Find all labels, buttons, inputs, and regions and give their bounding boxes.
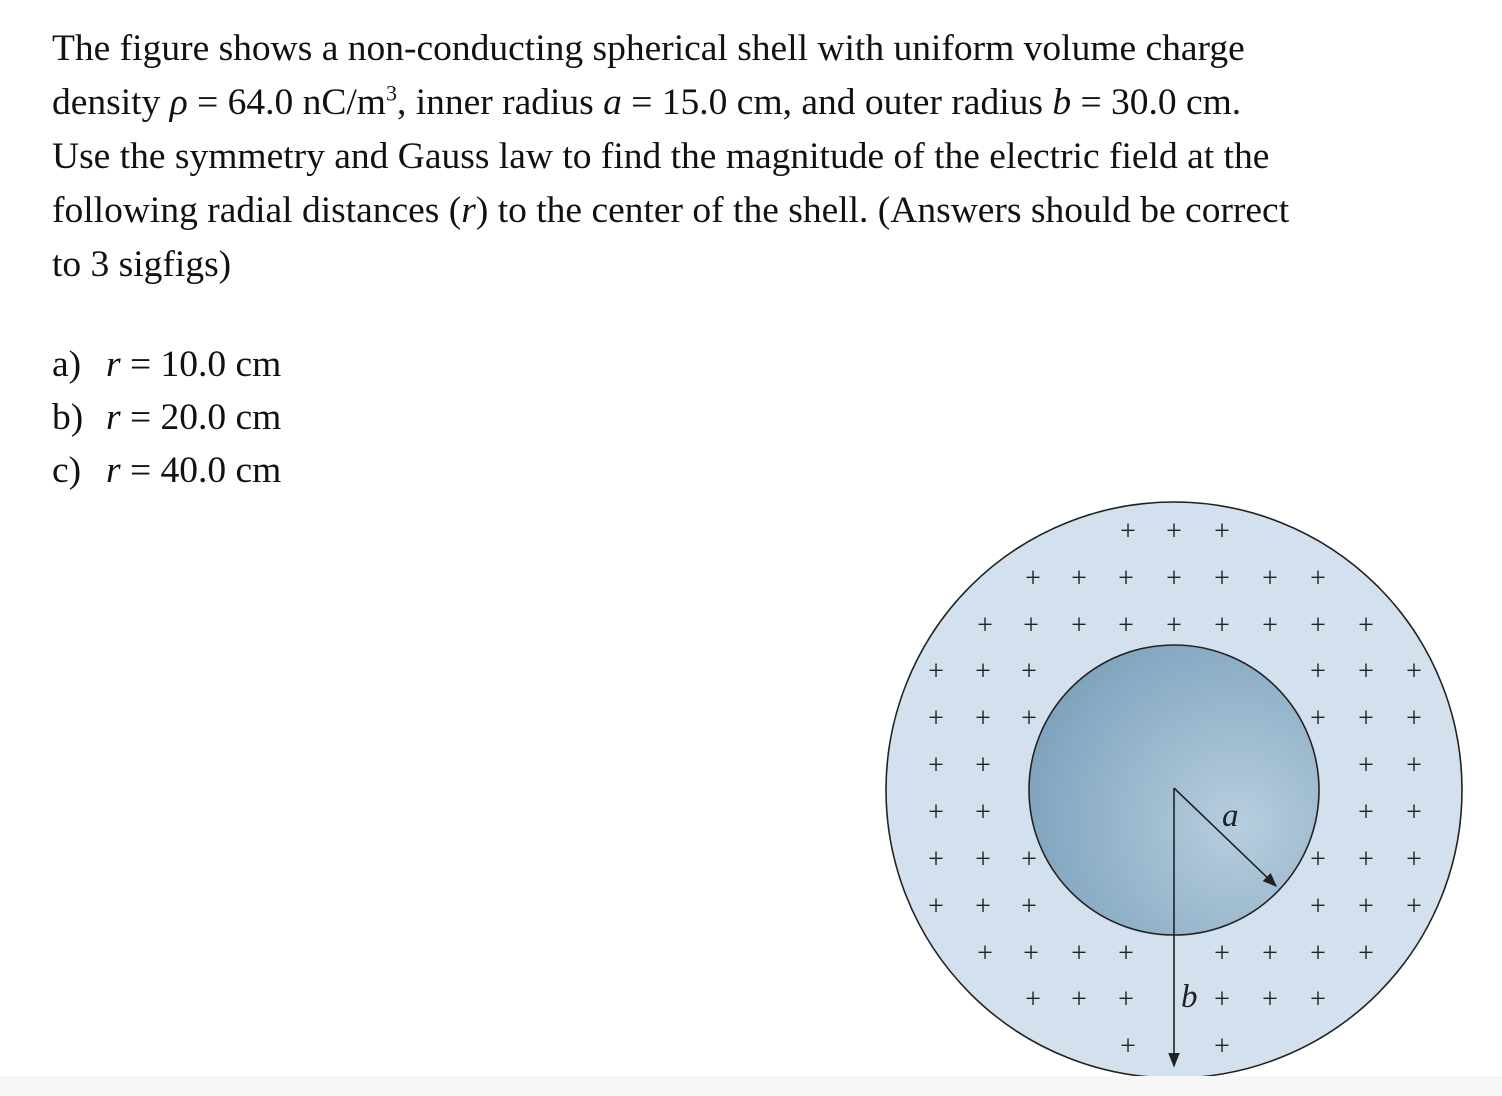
plus-charge: + bbox=[977, 938, 993, 969]
plus-charge: + bbox=[1025, 563, 1041, 594]
plus-charge: + bbox=[1214, 610, 1230, 641]
problem-line-3: Use the symmetry and Gauss law to find the magnitude of the electric field at the bbox=[52, 136, 1270, 177]
part-value: = 40.0 cm bbox=[120, 450, 282, 491]
a-symbol: a bbox=[603, 82, 622, 123]
plus-charge: + bbox=[1071, 938, 1087, 969]
plus-charge: + bbox=[1358, 750, 1374, 781]
part-value: = 20.0 cm bbox=[120, 397, 282, 438]
plus-charge: + bbox=[928, 891, 944, 922]
plus-charge: + bbox=[1021, 656, 1037, 687]
plus-charge: + bbox=[1071, 563, 1087, 594]
plus-charge: + bbox=[1023, 938, 1039, 969]
plus-charge: + bbox=[1358, 891, 1374, 922]
problem-line-5: to 3 sigfigs) bbox=[52, 244, 232, 285]
plus-charge: + bbox=[928, 750, 944, 781]
part-label: b) bbox=[52, 397, 84, 438]
plus-charge: + bbox=[1262, 563, 1278, 594]
plus-charge: + bbox=[1358, 610, 1374, 641]
text-radial-distances: following radial distances ( bbox=[52, 190, 462, 231]
plus-charge: + bbox=[975, 703, 991, 734]
problem-line-1: The figure shows a non-conducting spherical shell with uniform volume charge bbox=[52, 28, 1245, 69]
cube-exponent: 3 bbox=[385, 80, 397, 106]
plus-charge: + bbox=[1166, 610, 1182, 641]
plus-charge: + bbox=[1021, 891, 1037, 922]
plus-charge: + bbox=[1214, 984, 1230, 1015]
plus-charge: + bbox=[977, 610, 993, 641]
plus-charge: + bbox=[1406, 797, 1422, 828]
plus-charge: + bbox=[975, 844, 991, 875]
plus-charge: + bbox=[1310, 656, 1326, 687]
part-var: r bbox=[106, 344, 121, 385]
plus-charge: + bbox=[1214, 563, 1230, 594]
plus-charge: + bbox=[1406, 844, 1422, 875]
plus-charge: + bbox=[1118, 563, 1134, 594]
plus-charge: + bbox=[1021, 844, 1037, 875]
plus-charge: + bbox=[1262, 984, 1278, 1015]
inner-radius-value: = 15.0 cm, and outer radius bbox=[621, 82, 1053, 123]
plus-charge: + bbox=[1071, 984, 1087, 1015]
plus-charge: + bbox=[975, 656, 991, 687]
plus-charge: + bbox=[1406, 656, 1422, 687]
plus-charge: + bbox=[1023, 610, 1039, 641]
plus-charge: + bbox=[1358, 844, 1374, 875]
plus-charge: + bbox=[1120, 516, 1136, 547]
plus-charge: + bbox=[928, 703, 944, 734]
plus-charge: + bbox=[1310, 844, 1326, 875]
plus-charge: + bbox=[1358, 797, 1374, 828]
part-var: r bbox=[106, 450, 121, 491]
part-label: c) bbox=[52, 450, 82, 491]
plus-charge: + bbox=[1310, 984, 1326, 1015]
text-density: density bbox=[52, 82, 170, 123]
plus-charge: + bbox=[975, 891, 991, 922]
bottom-strip bbox=[0, 1076, 1502, 1096]
plus-charge: + bbox=[1214, 516, 1230, 547]
plus-charge: + bbox=[1214, 1031, 1230, 1062]
part-var: r bbox=[106, 397, 121, 438]
plus-charge: + bbox=[928, 797, 944, 828]
plus-charge: + bbox=[1262, 938, 1278, 969]
plus-charge: + bbox=[1406, 703, 1422, 734]
plus-charge: + bbox=[1025, 984, 1041, 1015]
plus-charge: + bbox=[1358, 938, 1374, 969]
plus-charge: + bbox=[1310, 610, 1326, 641]
plus-charge: + bbox=[1118, 984, 1134, 1015]
plus-charge: + bbox=[975, 750, 991, 781]
text-inner-radius: , inner radius bbox=[396, 82, 604, 123]
plus-charge: + bbox=[1358, 703, 1374, 734]
plus-charge: + bbox=[1310, 891, 1326, 922]
label-a: a bbox=[1222, 798, 1239, 834]
plus-charge: + bbox=[928, 844, 944, 875]
plus-charge: + bbox=[928, 656, 944, 687]
plus-charge: + bbox=[1120, 1031, 1136, 1062]
plus-charge: + bbox=[1118, 938, 1134, 969]
plus-charge: + bbox=[1214, 938, 1230, 969]
part-value: = 10.0 cm bbox=[120, 344, 282, 385]
plus-charge: + bbox=[1071, 610, 1087, 641]
plus-charge: + bbox=[975, 797, 991, 828]
outer-radius-value: = 30.0 cm. bbox=[1071, 82, 1242, 123]
plus-charge: + bbox=[1310, 563, 1326, 594]
text-center-of-shell: ) to the center of the shell. (Answers should be correct bbox=[475, 190, 1290, 231]
plus-charge: + bbox=[1166, 516, 1182, 547]
plus-charge: + bbox=[1310, 938, 1326, 969]
rho-symbol: ρ bbox=[169, 82, 188, 123]
plus-charge: + bbox=[1118, 610, 1134, 641]
plus-charge: + bbox=[1406, 891, 1422, 922]
plus-charge: + bbox=[1021, 703, 1037, 734]
label-b: b bbox=[1181, 979, 1198, 1015]
part-label: a) bbox=[52, 344, 82, 385]
b-symbol: b bbox=[1052, 82, 1072, 123]
plus-charge: + bbox=[1262, 610, 1278, 641]
density-value: = 64.0 nC/m bbox=[187, 82, 386, 123]
plus-charge: + bbox=[1358, 656, 1374, 687]
plus-charge: + bbox=[1406, 750, 1422, 781]
plus-charge: + bbox=[1166, 563, 1182, 594]
r-symbol: r bbox=[461, 190, 476, 231]
plus-charge: + bbox=[1310, 703, 1326, 734]
